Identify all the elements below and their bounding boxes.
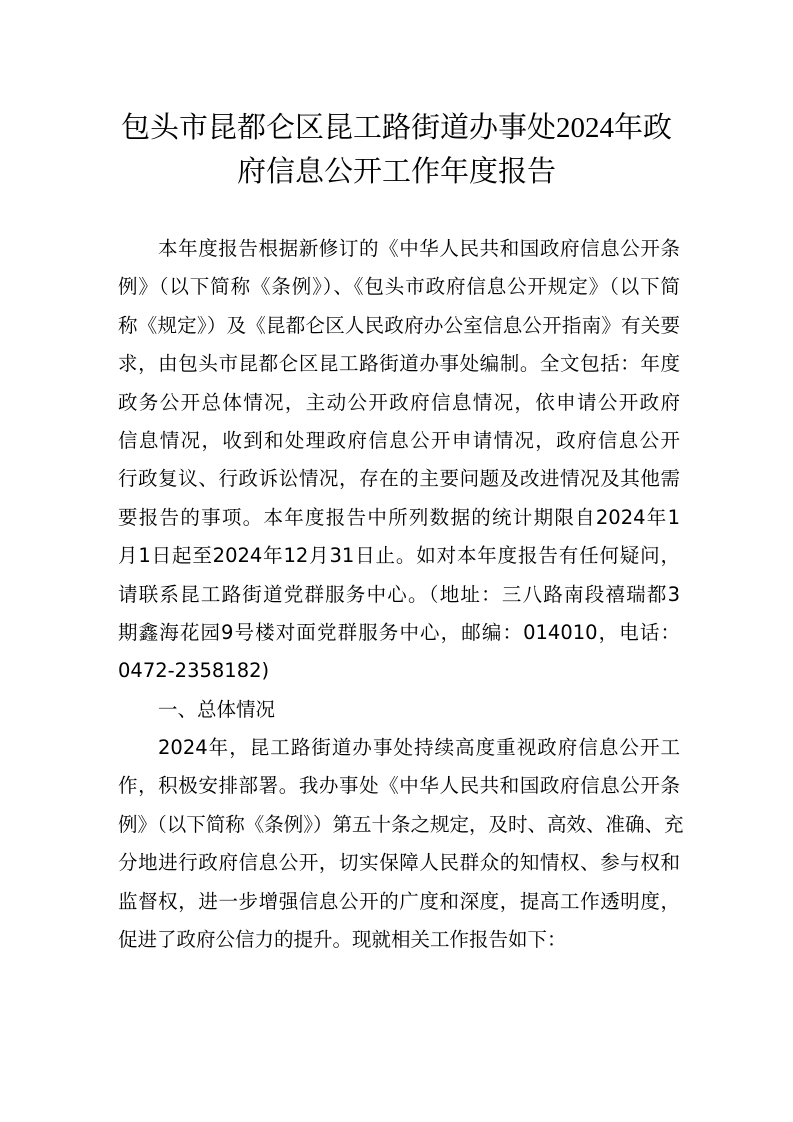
paragraph-line: 要报告的事项。本年度报告中所列数据的统计期限自2024年1 (118, 505, 680, 529)
paragraph-line: 例》（以下简称《条例》）第五十条之规定，及时、高效、准确、充 (118, 812, 684, 836)
paragraph-line: 本年度报告根据新修订的《中华人民共和国政府信息公开条 (158, 237, 680, 260)
paragraph-line: 促进了政府公信力的提升。现就相关工作报告如下： (118, 928, 567, 952)
intro-paragraph (118, 230, 680, 691)
paragraph-line: 2024年，昆工路街道办事处持续高度重视政府信息公开工 (158, 736, 680, 760)
report-body (118, 230, 684, 959)
title-line: 府信息公开工作年度报告 (236, 156, 556, 188)
paragraph-line: 请联系昆工路街道党群服务中心。（地址：三八路南段禧瑞都3 (118, 582, 680, 606)
paragraph-line: 政务公开总体情况，主动公开政府信息情况，依申请公开政府 (118, 390, 680, 414)
paragraph-line: 例》（以下简称《条例》）、《包头市政府信息公开规定》（以下简 (118, 275, 680, 299)
paragraph-line: 信息情况，收到和处理政府信息公开申请情况，政府信息公开 (118, 428, 680, 452)
paragraph-line: 监督权，进一步增强信息公开的广度和深度，提高工作透明度， (118, 889, 680, 913)
paragraph-line: 期鑫海花园9号楼对面党群服务中心，邮编：014010，电话： (118, 620, 680, 644)
paragraph-line: 行政复议、行政诉讼情况，存在的主要问题及改进情况及其他需 (118, 467, 680, 491)
report-title (100, 106, 693, 194)
paragraph-line: 0472-2358182) (118, 659, 270, 683)
paragraph-line: 月1日起至2024年12月31日止。如对本年度报告有任何疑问， (118, 544, 680, 568)
title-line: 包头市昆都仑区昆工路街道办事处2024年政 (120, 112, 672, 144)
section-heading: 一、总体情况 (158, 697, 276, 721)
paragraph-line: 称《规定》）及《昆都仑区人民政府办公室信息公开指南》有关要 (118, 313, 680, 337)
paragraph-line: 分地进行政府信息公开，切实保障人民群众的知情权、参与权和 (118, 851, 680, 875)
paragraph-line: 求，由包头市昆都仑区昆工路街道办事处编制。全文包括：年度 (118, 352, 680, 376)
section1-paragraph (118, 729, 684, 959)
paragraph-line: 作，积极安排部署。我办事处《中华人民共和国政府信息公开条 (118, 774, 680, 798)
